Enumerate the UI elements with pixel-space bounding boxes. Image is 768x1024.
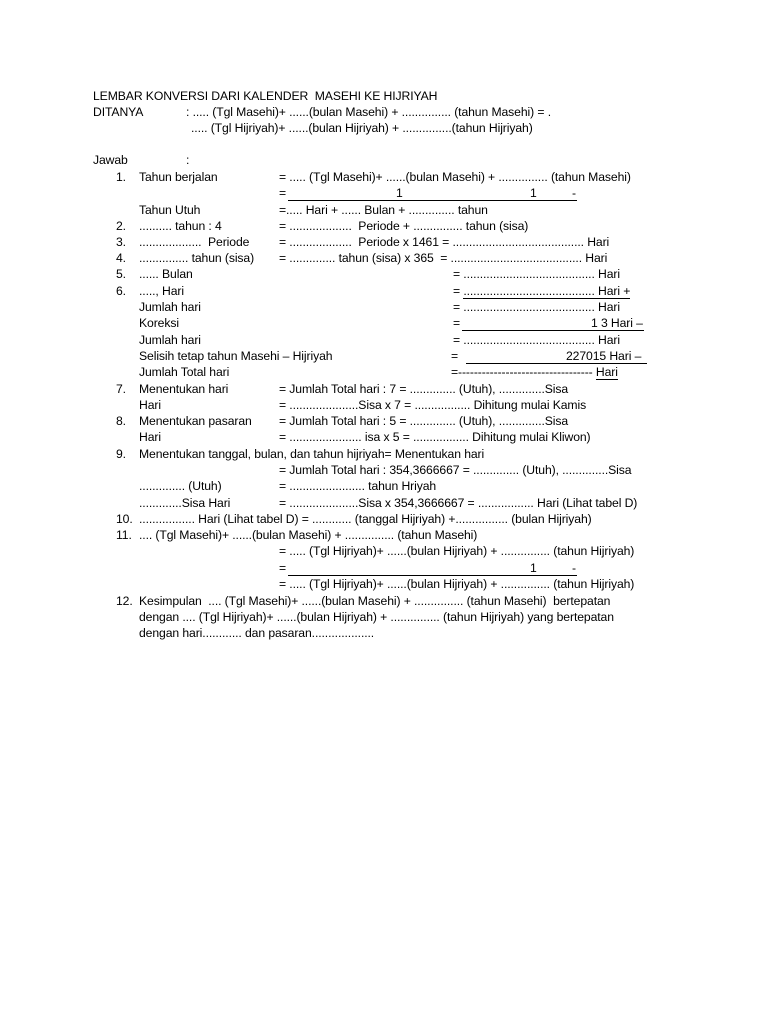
label-selisih-tetap: Selisih tetap tahun Masehi – Hijriyah (139, 349, 333, 363)
label-menentukan-pasaran: Menentukan pasaran (139, 414, 252, 428)
label-jumlah-total-hari: Jumlah Total hari (139, 365, 230, 379)
label-tahun-berjalan: Tahun berjalan (139, 170, 218, 184)
ditanya-line-2: ..... (Tgl Hijriyah)+ ......(bulan Hijriyah) + ...............(tahun Hijriyah) (191, 121, 533, 135)
label-tgl-masehi: .... (Tgl Masehi)+ ......(bulan Masehi) + ............... (tahun Masehi) (139, 528, 478, 542)
label-koreksi: Koreksi (139, 316, 179, 330)
formula-periode-1461: = ................... Periode x 1461 = ........................................ Hari (279, 235, 610, 249)
subtract-value-2: 1 (530, 186, 537, 200)
formula-tahun-hriyah: = ....................... tahun Hriyah (279, 479, 437, 493)
label-menentukan-hari: Menentukan hari (139, 382, 229, 396)
item-number-6: 6. (116, 284, 126, 298)
formula-sisa-kali-5: = ...................... isa x 5 = ................. Dihitung mulai Kliwon) (279, 430, 591, 444)
formula-tahun-berjalan: = ..... (Tgl Masehi)+ ......(bulan Masehi) + ............... (tahun Masehi) (279, 170, 631, 184)
equals-sign-11: = (279, 561, 287, 575)
kesimpulan-line-1: Kesimpulan .... (Tgl Masehi)+ ......(bulan Masehi) + ............... (tahun Masehi) bertepatan (139, 594, 611, 608)
label-jumlah-hari-2: Jumlah hari (139, 333, 201, 347)
result-hari-plus: = ........................................ Hari + (453, 284, 631, 298)
subtract-value-1: 1 (396, 186, 403, 200)
item-number-1: 1. (116, 170, 126, 184)
label-bulan: ...... Bulan (139, 267, 193, 281)
formula-sisa-kali-354: = .....................Sisa x 354,3666667 = ................. Hari (Lihat tabel D) (279, 496, 638, 510)
item-number-12: 12. (116, 594, 133, 608)
item-number-10: 10. (116, 512, 133, 526)
item-number-7: 7. (116, 382, 126, 396)
formula-hari-bagi-5: = Jumlah Total hari : 5 = .............. (Utuh), ..............Sisa (279, 414, 569, 428)
kesimpulan-line-2: dengan .... (Tgl Hijriyah)+ ......(bulan Hijriyah) + ............... (tahun Hijriyah) yang bertepatan (139, 610, 614, 624)
result-bulan-hari: = ........................................ Hari (453, 267, 620, 281)
formula-tgl-hijriyah-1: = ..... (Tgl Hijriyah)+ ......(bulan Hijriyah) + ............... (tahun Hijriyah) (279, 544, 635, 558)
item-number-2: 2. (116, 219, 126, 233)
jawab-label: Jawab (93, 153, 128, 167)
formula-bagi-354: = Jumlah Total hari : 354,3666667 = .............. (Utuh), ..............Sisa (279, 463, 632, 477)
document-title: LEMBAR KONVERSI DARI KALENDER MASEHI KE HIJRIYAH (93, 89, 438, 103)
minus-sign-11: - (572, 561, 576, 575)
selisih-value: 227015 Hari – (566, 349, 642, 363)
koreksi-value: 1 3 Hari – (591, 316, 643, 330)
label-tahun-bagi-4: .......... tahun : 4 (139, 219, 222, 233)
label-tahun-utuh: Tahun Utuh (139, 203, 201, 217)
item-number-9: 9. (116, 447, 126, 461)
label-menentukan-tanggal: Menentukan tanggal, bulan, dan tahun hijriyah= Menentukan hari (139, 447, 485, 461)
formula-tabel-d: ................. Hari (Lihat tabel D) = ............ (tanggal Hijriyah) +................ (bulan Hijriyah) (139, 512, 592, 526)
label-sisa-hari: .............Sisa Hari (139, 496, 231, 510)
item-number-8: 8. (116, 414, 126, 428)
koreksi-equals: = (453, 316, 461, 330)
result-jumlah-total-hari: =---------------------------------- Hari (451, 365, 618, 379)
formula-tahun-sisa-365: = .............. tahun (sisa) x 365 = ........................................ Hari (279, 251, 608, 265)
item-number-3: 3. (116, 235, 126, 249)
label-utuh: .............. (Utuh) (139, 479, 222, 493)
item-number-5: 5. (116, 267, 126, 281)
label-periode: ................... Periode (139, 235, 250, 249)
item-number-11: 11. (116, 528, 132, 542)
ditanya-line-1: : ..... (Tgl Masehi)+ ......(bulan Masehi) + ............... (tahun Masehi) = . (186, 105, 551, 119)
label-tahun-sisa: ............... tahun (sisa) (139, 251, 255, 265)
equals-sign: = (279, 186, 287, 200)
formula-sisa-kali-7: = .....................Sisa x 7 = ................. Dihitung mulai Kamis (279, 398, 587, 412)
formula-periode: = ................... Periode + ............... tahun (sisa) (279, 219, 529, 233)
item-number-4: 4. (116, 251, 126, 265)
subtract-value-11: 1 (530, 561, 537, 575)
label-hari-7: Hari (139, 398, 161, 412)
label-hari-8: Hari (139, 430, 161, 444)
jawab-colon: : (186, 153, 190, 167)
minus-sign: - (572, 186, 576, 200)
result-jumlah-hari-2: = ........................................ Hari (453, 333, 620, 347)
formula-tahun-utuh: =..... Hari + ...... Bulan + .............. tahun (279, 203, 488, 217)
result-jumlah-hari: = ........................................ Hari (453, 300, 620, 314)
formula-hari-bagi-7: = Jumlah Total hari : 7 = .............. (Utuh), ..............Sisa (279, 382, 569, 396)
selisih-equals: = (451, 349, 459, 363)
label-hari: ....., Hari (139, 284, 184, 298)
label-jumlah-hari: Jumlah hari (139, 300, 201, 314)
kesimpulan-line-3: dengan hari............ dan pasaran................... (139, 626, 375, 640)
formula-tgl-hijriyah-2: = ..... (Tgl Hijriyah)+ ......(bulan Hijriyah) + ............... (tahun Hijriyah) (279, 577, 635, 591)
ditanya-label: DITANYA (93, 105, 144, 119)
